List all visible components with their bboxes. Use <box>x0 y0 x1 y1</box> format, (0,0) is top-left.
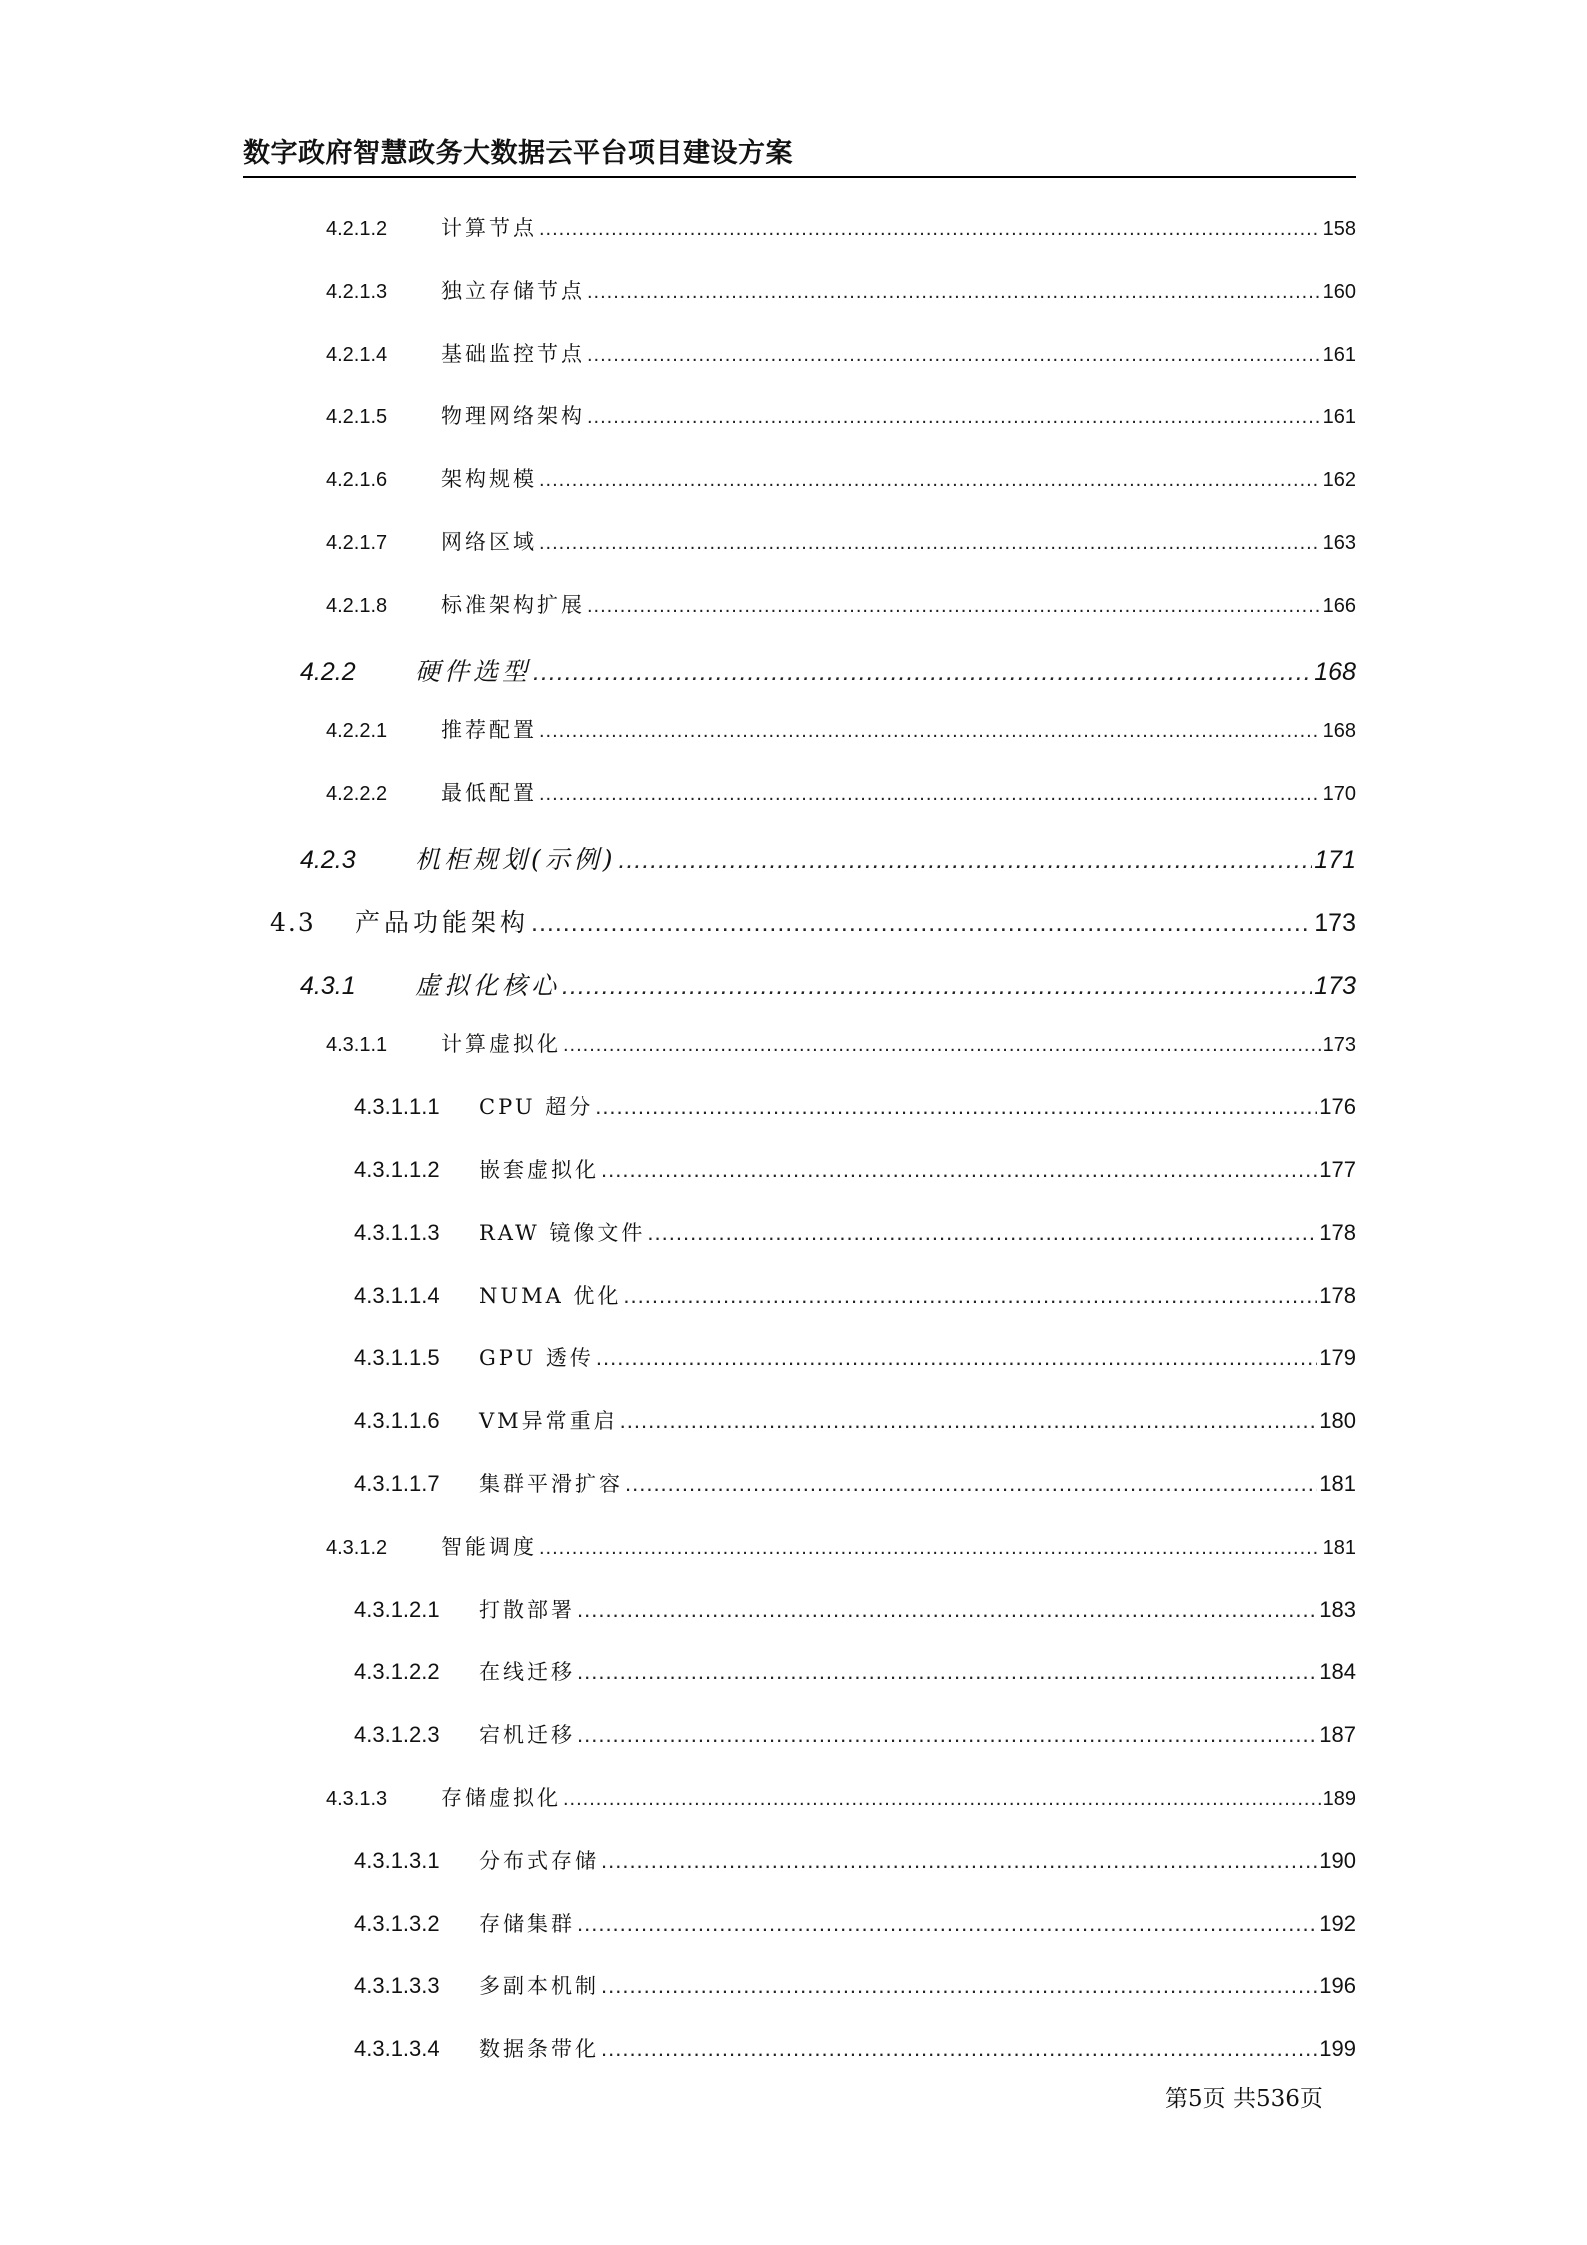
toc-entry-title: 智能调度 <box>441 1535 537 1559</box>
toc-entry-number: 4.2.1.5 <box>326 406 388 428</box>
toc-entry-title: 产品功能架构 <box>355 908 530 937</box>
toc-entry-title: CPU 超分 <box>479 1095 594 1119</box>
toc-entry-title: 最低配置 <box>441 781 537 805</box>
toc-entry-number: 4.2.1.7 <box>326 532 388 554</box>
toc-entry-title: 机柜规划(示例) <box>415 845 617 874</box>
toc-entry[interactable] <box>354 1719 1356 1749</box>
toc-entry[interactable] <box>326 1531 1356 1561</box>
toc-entry[interactable] <box>354 1468 1356 1498</box>
toc-leader-dots <box>587 281 1321 304</box>
toc-leader-dots <box>625 1471 1317 1497</box>
toc-entry[interactable] <box>354 1970 1356 2000</box>
toc-entry-page: 160 <box>1322 281 1356 303</box>
toc-entry-page: 179 <box>1319 1345 1356 1370</box>
toc-leader-dots <box>601 2036 1317 2062</box>
toc-entry-page: 173 <box>1314 909 1356 937</box>
toc-entry-title: 存储集群 <box>479 1912 575 1936</box>
toc-entry-number: 4.2.1.6 <box>326 469 388 491</box>
toc-entry-title: 多副本机制 <box>479 1974 599 1998</box>
toc-leader-dots <box>601 1848 1317 1874</box>
toc-entry[interactable] <box>326 777 1356 807</box>
toc-entry-page: 170 <box>1322 783 1356 805</box>
toc-entry[interactable] <box>354 1594 1356 1624</box>
toc-entry[interactable] <box>326 714 1356 744</box>
toc-entry-title: 标准架构扩展 <box>441 593 585 617</box>
toc-leader-dots <box>539 469 1321 492</box>
toc-entry-title: 物理网络架构 <box>441 404 585 428</box>
toc-entry[interactable] <box>354 1342 1356 1372</box>
toc-entry-number: 4.3.1.3.4 <box>354 2036 440 2061</box>
toc-entry[interactable] <box>326 463 1356 493</box>
toc-entry[interactable] <box>354 1656 1356 1686</box>
toc-entry[interactable] <box>326 400 1356 430</box>
toc-leader-dots <box>577 1722 1317 1748</box>
toc-leader-dots <box>539 720 1321 743</box>
toc-entry-page: 166 <box>1322 595 1356 617</box>
toc-leader-dots <box>595 1094 1317 1120</box>
toc-entry[interactable] <box>300 652 1356 688</box>
toc-entry-number: 4.3.1.1.7 <box>354 1471 440 1496</box>
toc-entry[interactable] <box>354 1154 1356 1184</box>
toc-entry-title: 分布式存储 <box>479 1849 599 1873</box>
toc-entry[interactable] <box>354 1217 1356 1247</box>
toc-entry[interactable] <box>326 589 1356 619</box>
toc-leader-dots <box>539 218 1321 241</box>
toc-entry-number: 4.3 <box>270 908 316 937</box>
toc-entry-number: 4.3.1.3.3 <box>354 1973 440 1998</box>
toc-entry-page: 196 <box>1319 1973 1356 1998</box>
toc-entry-title: 计算虚拟化 <box>441 1032 561 1056</box>
toc-entry-number: 4.3.1.1.2 <box>354 1157 440 1182</box>
toc-entry-page: 181 <box>1319 1471 1356 1496</box>
toc-entry-title: 独立存储节点 <box>441 279 585 303</box>
toc-entry[interactable] <box>270 903 1356 939</box>
toc-entry-number: 4.3.1.1.5 <box>354 1345 440 1370</box>
toc-leader-dots <box>587 344 1321 367</box>
toc-entry[interactable] <box>326 1028 1356 1058</box>
toc-entry-title: 嵌套虚拟化 <box>479 1158 599 1182</box>
toc-leader-dots <box>587 406 1321 429</box>
toc-entry-number: 4.3.1 <box>300 972 356 1000</box>
toc-entry-number: 4.3.1.1.3 <box>354 1220 440 1245</box>
toc-entry[interactable] <box>326 338 1356 368</box>
toc-leader-dots <box>577 1597 1317 1623</box>
toc-entry-page: 181 <box>1322 1537 1356 1559</box>
toc-entry[interactable] <box>300 966 1356 1002</box>
toc-entry-title: 基础监控节点 <box>441 342 585 366</box>
toc-leader-dots <box>531 909 1312 938</box>
toc-leader-dots <box>587 595 1321 618</box>
toc-leader-dots <box>577 1911 1317 1937</box>
toc-entry-page: 168 <box>1322 720 1356 742</box>
toc-entry-number: 4.2.1.4 <box>326 344 388 366</box>
toc-entry[interactable] <box>300 840 1356 876</box>
toc-leader-dots <box>539 783 1321 806</box>
toc-entry-page: 168 <box>1314 658 1356 686</box>
toc-entry-page: 178 <box>1319 1220 1356 1245</box>
toc-entry-title: 打散部署 <box>479 1598 575 1622</box>
toc-entry-page: 184 <box>1319 1659 1356 1684</box>
toc-entry-title: 数据条带化 <box>479 2037 599 2061</box>
toc-entry-number: 4.2.1.2 <box>326 218 388 240</box>
toc-entry-page: 187 <box>1319 1722 1356 1747</box>
toc-leader-dots <box>577 1659 1317 1685</box>
toc-entry-number: 4.2.3 <box>300 846 356 874</box>
toc-entry-number: 4.3.1.1.4 <box>354 1283 440 1308</box>
toc-leader-dots <box>533 658 1312 687</box>
toc-entry-title: 网络区域 <box>441 530 537 554</box>
toc-leader-dots <box>647 1220 1317 1246</box>
document-title: 数字政府智慧政务大数据云平台项目建设方案 <box>243 138 793 169</box>
toc-entry[interactable] <box>354 1845 1356 1875</box>
toc-entry-page: 177 <box>1319 1157 1356 1182</box>
toc-entry-page: 178 <box>1319 1283 1356 1308</box>
toc-entry[interactable] <box>354 1091 1356 1121</box>
toc-entry-number: 4.3.1.1.1 <box>354 1094 440 1119</box>
toc-entry-page: 189 <box>1322 1788 1356 1810</box>
toc-entry-page: 173 <box>1314 972 1356 1000</box>
toc-entry-page: 161 <box>1322 406 1356 428</box>
toc-entry-title: 推荐配置 <box>441 718 537 742</box>
toc-entry-number: 4.3.1.2.1 <box>354 1597 440 1622</box>
toc-entry-number: 4.3.1.3.2 <box>354 1911 440 1936</box>
toc-entry-title: 宕机迁移 <box>479 1723 575 1747</box>
toc-entry-number: 4.2.1.8 <box>326 595 388 617</box>
toc-entry-page: 199 <box>1319 2036 1356 2061</box>
toc-entry-page: 192 <box>1319 1911 1356 1936</box>
toc-entry-title: 架构规模 <box>441 467 537 491</box>
toc-entry[interactable] <box>326 275 1356 305</box>
toc-entry-number: 4.2.2.1 <box>326 720 388 742</box>
toc-entry-title: 计算节点 <box>441 216 537 240</box>
toc-entry-title: 存储虚拟化 <box>441 1786 561 1810</box>
toc-entry[interactable] <box>326 526 1356 556</box>
toc-leader-dots <box>539 532 1321 555</box>
toc-entry[interactable] <box>354 1280 1356 1310</box>
toc-leader-dots <box>562 972 1312 1001</box>
toc-leader-dots <box>619 846 1313 875</box>
toc-leader-dots <box>620 1408 1318 1434</box>
toc-entry[interactable] <box>354 2033 1356 2063</box>
toc-entry-title: 虚拟化核心 <box>415 971 561 1000</box>
toc-entry-page: 176 <box>1319 1094 1356 1119</box>
toc-entry-page: 190 <box>1319 1848 1356 1873</box>
toc-entry-number: 4.3.1.3 <box>326 1788 388 1810</box>
toc-leader-dots <box>563 1034 1321 1057</box>
toc-entry-title: 集群平滑扩容 <box>479 1472 623 1496</box>
toc-entry-page: 180 <box>1319 1408 1356 1433</box>
toc-entry-title: GPU 透传 <box>479 1346 594 1370</box>
toc-entry[interactable] <box>354 1908 1356 1938</box>
toc-entry-number: 4.3.1.1.6 <box>354 1408 440 1433</box>
toc-entry-page: 171 <box>1314 846 1356 874</box>
toc-entry-title: NUMA 优化 <box>479 1284 622 1308</box>
toc-entry[interactable] <box>326 1782 1356 1812</box>
toc-entry-title: 硬件选型 <box>415 657 532 686</box>
toc-entry-number: 4.3.1.2 <box>326 1537 388 1559</box>
page-number: 第5页 共536页 <box>1165 2086 1323 2112</box>
toc-entry-page: 183 <box>1319 1597 1356 1622</box>
toc-entry[interactable] <box>354 1405 1356 1435</box>
toc-entry-number: 4.2.2 <box>300 658 356 686</box>
toc-leader-dots <box>601 1157 1317 1183</box>
toc-entry-number: 4.3.1.1 <box>326 1034 388 1056</box>
toc-entry-number: 4.3.1.2.2 <box>354 1659 440 1684</box>
toc-entry-page: 173 <box>1322 1034 1356 1056</box>
toc-entry-title: 在线迁移 <box>479 1660 575 1684</box>
toc-entry-number: 4.2.2.2 <box>326 783 388 805</box>
toc-leader-dots <box>623 1283 1317 1309</box>
toc-leader-dots <box>563 1788 1321 1811</box>
toc-entry-page: 163 <box>1322 532 1356 554</box>
toc-entry-page: 162 <box>1322 469 1356 491</box>
toc-entry-title: VM异常重启 <box>479 1409 618 1433</box>
toc-entry-title: RAW 镜像文件 <box>479 1221 646 1245</box>
toc-entry-number: 4.2.1.3 <box>326 281 388 303</box>
toc-entry-page: 158 <box>1322 218 1356 240</box>
toc-leader-dots <box>539 1537 1321 1560</box>
toc-entry-number: 4.3.1.2.3 <box>354 1722 440 1747</box>
toc-entry-number: 4.3.1.3.1 <box>354 1848 440 1873</box>
toc-entry[interactable] <box>326 212 1356 242</box>
toc-leader-dots <box>601 1973 1317 1999</box>
toc-leader-dots <box>596 1345 1317 1371</box>
toc-entry-page: 161 <box>1322 344 1356 366</box>
